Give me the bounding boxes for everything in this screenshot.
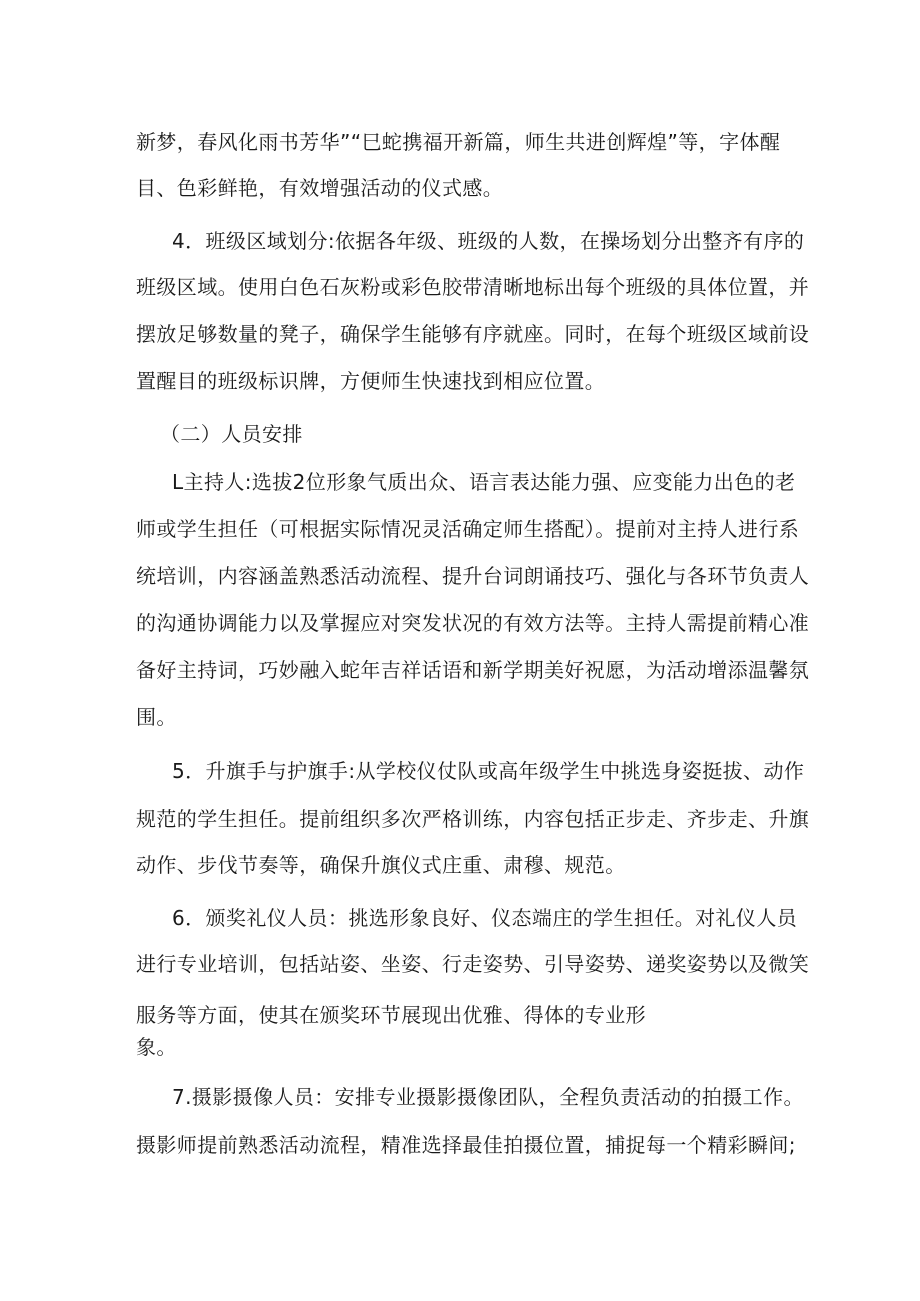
text-line: 备好主持词，巧妙融入蛇年吉祥话语和新学期美好祝愿，为活动增添温馨氛	[136, 658, 810, 682]
text-line: 摄影师提前熟悉活动流程，精准选择最佳拍摄位置，捕捉每一个精彩瞬间;	[136, 1133, 796, 1157]
section-heading: （二）人员安排	[160, 422, 303, 446]
text-line: 的沟通协调能力以及掌握应对突发状况的有效方法等。主持人需提前精心准	[136, 611, 810, 635]
text-line: 置醒目的班级标识牌，方便师生快速找到相应位置。	[136, 369, 606, 393]
text-line: 新梦，春风化雨书芳华”“巳蛇携福开新篇，师生共进创辉煌”等，字体醒	[136, 130, 781, 154]
list-item-heading: 5．升旗手与护旗手:从学校仪仗队或高年级学生中挑选身姿挺拔、动作	[172, 759, 805, 783]
text-line: 进行专业培训，包括站姿、坐姿、行走姿势、引导姿势、递奖姿势以及微笑	[136, 952, 810, 976]
text-line: 目、色彩鲜艳，有效增强活动的仪式感。	[136, 176, 504, 200]
list-item-heading: 7.摄影摄像人员：安排专业摄影摄像团队，全程负责活动的拍摄工作。	[172, 1085, 804, 1109]
list-item-heading: L主持人:选拔2位形象气质出众、语言表达能力强、应变能力出色的老	[172, 470, 796, 494]
text-line: 摆放足够数量的凳子，确保学生能够有序就座。同时，在每个班级区域前设	[136, 322, 810, 346]
text-line: 象。	[136, 1035, 177, 1059]
text-line: 班级区域。使用白色石灰粉或彩色胶带清晰地标出每个班级的具体位置，并	[136, 275, 810, 299]
list-item-heading: 6．颁奖礼仪人员：挑选形象良好、仪态端庄的学生担任。对礼仪人员	[172, 906, 798, 930]
text-line: 服务等方面，使其在颁奖环节展现出优雅、得体的专业形	[136, 1003, 646, 1027]
list-item-heading: 4．班级区域划分:依据各年级、班级的人数，在操场划分出整齐有序的	[172, 229, 805, 253]
text-line: 规范的学生担任。提前组织多次严格训练，内容包括正步走、齐步走、升旗	[136, 807, 810, 831]
text-line: 围。	[136, 705, 177, 729]
text-line: 统培训，内容涵盖熟悉活动流程、提升台词朗诵技巧、强化与各环节负责人	[136, 564, 810, 588]
text-line: 师或学生担任（可根据实际情况灵活确定师生搭配）。提前对主持人进行系	[136, 517, 800, 541]
text-line: 动作、步伐节奏等，确保升旗仪式庄重、肃穆、规范。	[136, 853, 626, 877]
